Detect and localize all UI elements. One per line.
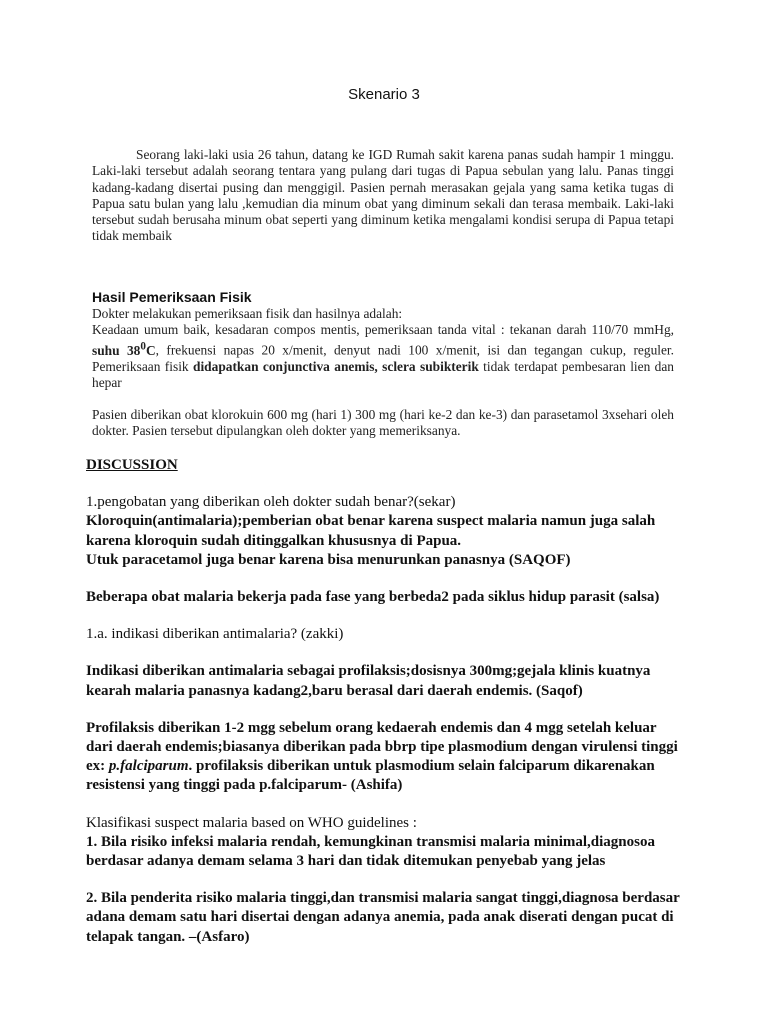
vitals-text-c: tidak terdapat pembesaran lien dan hepar [92, 358, 675, 390]
exam-vitals-paragraph [92, 322, 674, 391]
answer-1-phases: Beberapa obat malaria bekerja pada fase yang berbeda2 pada siklus hidup parasit (salsa) [86, 589, 660, 606]
vitals-temp [92, 340, 156, 358]
answer-1a-indication: Indikasi diberikan antimalaria sebagai profilaksis;dosisnya 300mg;gejala klinis kuatnya kearah malaria panasnya kadang2,baru berasal dari daerah endemis. (Saqof) [86, 663, 651, 699]
exam-treatment-paragraph: Pasien diberikan obat klorokuin 600 mg (hari 1) 300 mg (hari ke-2 dan ke-3) dan parasetamol 3xsehari oleh dokter. Pasien tersebut dipulangkan oleh dokter yang memeriksanya. [92, 406, 674, 439]
vitals-temp-unit: C [145, 342, 156, 358]
answer-1-paracetamol: Utuk paracetamol juga benar karena bisa menurunkan panasnya (SAQOF) [86, 551, 571, 568]
vitals-temp-degree: 0 [140, 340, 146, 353]
answer-1-kloroquin: Kloroquin(antimalaria);pemberian obat benar karena suspect malaria namun juga salah karena kloroquin sudah ditinggalkan khususnya di Papua. [86, 513, 656, 549]
answer-1a-prophylaxis [86, 719, 686, 796]
exam-intro: Dokter melakukan pemeriksaan fisik dan hasilnya adalah: [92, 306, 403, 321]
classification-title [86, 814, 686, 833]
classification-item-1: 1. Bila risiko infeksi malaria rendah, kemungkinan transmisi malaria minimal,diagnosoa berdasar adanya demam selama 3 hari dan tidak ditemukan penyebab yang jelas [86, 833, 655, 870]
page-title: Skenario 3 [348, 86, 420, 103]
discussion-heading: DISCUSSION [86, 457, 178, 473]
question-1a: 1.a. indikasi diberikan antimalaria? (zakki) [86, 626, 344, 643]
exam-heading: Hasil Pemeriksaan Fisik [92, 289, 252, 305]
prophylaxis-species: p.falciparum [108, 758, 189, 775]
vitals-temp-value: suhu 38 [92, 342, 141, 358]
prophylaxis-text-a: Profilaksis diberikan 1-2 mgg sebelum orang kedaerah endemis dan 4 mgg setelah keluar dari daerah endemis;biasanya diberikan pada bbrp tipe plasmodium dengan virulensi tinggi ex: [86, 719, 678, 775]
exam-section [92, 288, 674, 439]
scenario-paragraph: Seorang laki-laki usia 26 tahun, datang ke IGD Rumah sakit karena panas sudah hampir 1 minggu. Laki-laki tersebut adalah seorang tentara yang pulang dari tugas di Papua sebulan yang lalu. Panas tinggi kadang-kadang disertai pusing dan menggigil. Pasien pernah merasakan gejala yang sama ketika tugas di Papua satu bulan yang lalu ,kemudian dia minum obat yang diminum sekali dan terasa membaik. Laki-laki tersebut sudah berusaha minum obat seperti yang diminum ketika mengalami kondisi serupa di Papua tetapi tidak membaik [92, 147, 674, 243]
discussion-section [86, 456, 686, 947]
vitals-text-b: , frekuensi napas 20 x/menit, denyut nadi 100 x/menit, isi dan tegangan cukup, reguler. Pemeriksaan fisik [92, 342, 674, 374]
classification-title-text: Klasifikasi suspect malaria based on WHO guidelines : [86, 814, 417, 831]
prophylaxis-text-b: . profilaksis diberikan untuk plasmodium selain falciparum dikarenakan resistensi yang tinggi pada p.falciparum- (Ashifa) [86, 758, 655, 794]
classification-item-2: 2. Bila penderita risiko malaria tinggi,dan transmisi malaria sangat tinggi,diagnosa berdasar adana demam satu hari disertai dengan adanya anemia, pada anak diserati dengan pucat di telapak tangan. –(Asfaro) [86, 890, 680, 945]
question-1: 1.pengobatan yang diberikan oleh dokter sudah benar?(sekar) [86, 494, 456, 511]
vitals-findings: didapatkan conjunctiva anemis, sclera subikterik [193, 358, 479, 374]
vitals-text-a: Keadaan umum baik, kesadaran compos mentis, pemeriksaan tanda vital : tekanan darah 110/70 mmHg, [92, 322, 674, 338]
